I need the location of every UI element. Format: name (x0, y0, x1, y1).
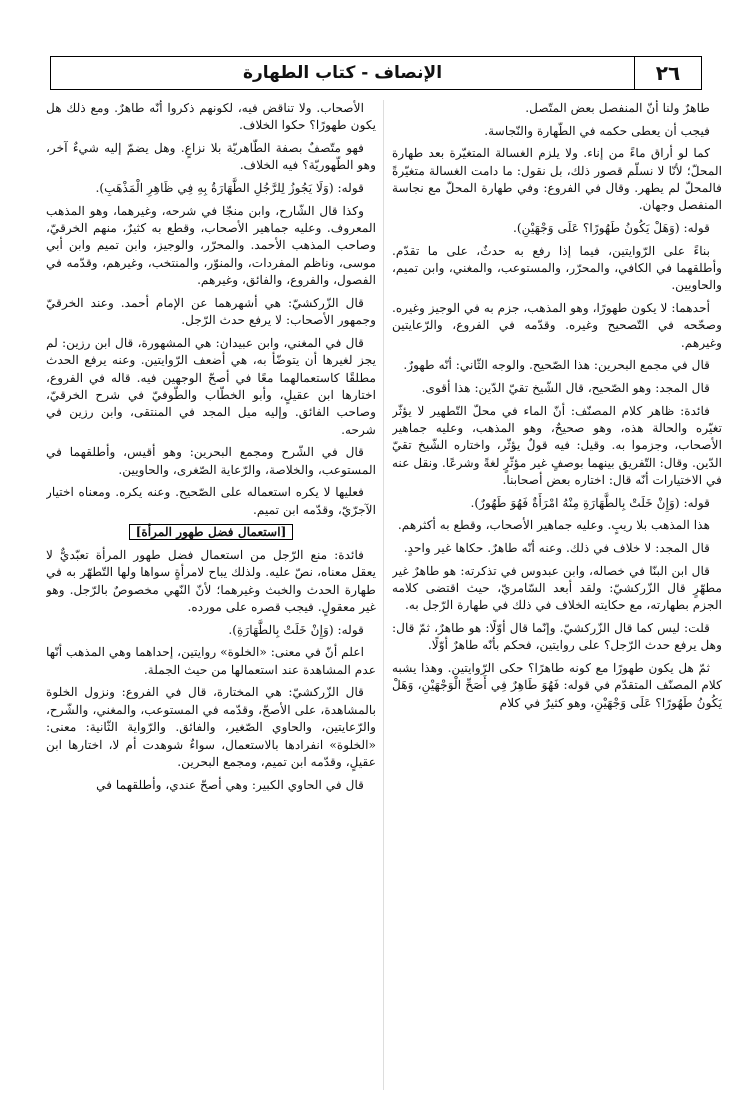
paragraph: اعلم أنّ في معنى: «الخلوة» روايتين، إحداهما وهي المذهب أنّها عدم المشاهدة عند استعمالها من حيث الجملة. (46, 645, 376, 677)
paragraph: قال في المغني، وابن عبيدان: هي المشهورة، قال ابن رزين: لم يجز لغيرها أن يتوضّأ به، هي أضعف الرّوايتين. وعنه يرفع الحدث مطلقًا كاستعمالهما معًا في أصحّ الوجهين فيه. قاله في الفروع، اختارها ابن عقيلٍ، وأبو الخطّاب والطّوفيّ في شرح الخرقيّ، وصاحب الفائق. وإليه ميل المجد في المنتقى، وابن رزين في شرحه. (46, 335, 376, 437)
paragraph: قال الزّركشيّ: هي أشهرهما عن الإمام أحمد. وعند الخرقيّ وجمهور الأصحاب: لا يرفع حدث الرّجل. (46, 295, 376, 328)
paragraph: قال في الحاوي الكبير: وهي أصحّ عندي، وأطلقهما في (96, 777, 364, 792)
paragraph: قلت: ليس كما قال الزّركشيّ. وإنّما قال أوّلًا: هو طاهرٌ، ثمّ قال: وهل يرفع حدث الرّجل؟ على روايتين، فحكم بأنّه طاهرٌ أوّلًا. (392, 621, 722, 653)
right-column (392, 100, 722, 1095)
paragraph: أحدهما: لا يكون طهورًا، وهو المذهب، جزم به في الوجيز وغيره. وصحّحه في التّصحيح وغيره. وقدّمه في الفروع، والرّعايتين وغيرهم. (392, 301, 722, 350)
paragraph: فهو متّصفٌ بصفة الطّاهريّة بلا نزاعٍ. وهل يضمّ إليه شيءٌ آخر، وهو الطّهوريّة؟ فيه الخلاف. (46, 141, 376, 173)
paragraph: قال المجد: وهو الصّحيح، قال الشّيخ تقيّ الدّين: هذا أقوى. (421, 381, 710, 395)
section-heading (46, 524, 376, 541)
paragraph: ثمّ هل يكون طهورًا مع كونه طاهرًا؟ حكى الرّوايتين. وهذا يشبه كلام المصنّف المتقدّم في قوله: فَهُوَ طَاهِرٌ فِي أَصَحِّ الْوَجْهَيْنِ، وَهَلْ يَكُونُ طَهُورًا؟ عَلَى وَجْهَيْنِ، وهو كثيرٌ في كلام (392, 661, 722, 710)
paragraph: قال المجد: لا خلاف في ذلك. وعنه أنّه طاهرٌ. حكاها غير واحدٍ. (403, 541, 710, 555)
quoted-text: قوله: (وَإِنْ خَلَتْ بِالطَّهَارَةِ مِنْهُ امْرَأَةٌ فَهُوَ طَهُورٌ). (470, 495, 710, 510)
page-header (50, 56, 702, 90)
quoted-text: قوله: (وَإِنْ خَلَتْ بِالطَّهَارَةِ). (228, 622, 364, 637)
paragraph: فائدة: ظاهر كلام المصنّف: أنّ الماء في محلّ التّطهير لا يؤثّر تغيّره والحالة هذه، وهو صحيحٌ، وهو المذهب، وعليه جماهير الأصحاب، وجزموا به. وقيل: فيه قولٌ يؤثّر، واختاره الشّيخ تقيّ الدّين. وقال: التّفريق بينهما بوصفٍ غير مؤثّرٍ لغةً وشرعًا. ونقل عنه في الاختيارات أنّه قال: اختاره بعض أصحابنا. (392, 403, 722, 488)
paragraph: وكذا قال الشّارح، وابن منجّا في شرحه، وغيرهما، وهو المذهب المعروف. وعليه جماهير الأصحاب، وقطع به كثيرٌ، منهم الخرقيّ، وصاحب المذهب الأحمد. والمحرّر، والوجيز، وابن تميم وابن أبي موسى، وناظم المفردات، والمنوّر، والمنتخب، وغيرهم، وقدّمه في الفصول، والفروع، والفائق، وغيرهم. (46, 203, 376, 288)
paragraph: طاهرٌ ولنا أنّ المنفصل بعض المتّصل. (525, 101, 710, 115)
paragraph: قال الزّركشيّ: هي المختارة، قال في الفروع: ونزول الخلوة بالمشاهدة، على الأصحّ، وقدّمه في المستوعب، والمغني، والشّرح، والرّعايتين، والحاوي الصّغير، والفائق. والرّواية الثّانية: معنى: «الخلوة» انفرادها بالاستعمال، سواءٌ شوهدت أم لا، اختارها ابن عقيلٍ، وقدّمه ابن تميم، ومجمع البحرين. (46, 685, 376, 770)
paragraph: كما لو أراق ماءً من إناء. ولا يلزم الغسالة المتغيّرة بعد طهارة المحلّ؛ لأنّا لا نسلّم قصور ذلك، بل نقول: ما دامت الغسالة متغيّرةً فالمحلّ لم يطهر. وقال في الفروع: وفي طهارة المحلّ مع نجاسة المنفصل وجهان. (392, 146, 722, 213)
paragraph: بناءً على الرّوايتين، فيما إذا رفع به حدثٌ، على ما تقدّم. وأطلقهما في الكافي، والمحرّر، والمستوعب، والمغني، وابن تميم، والحاويين. (392, 243, 722, 293)
paragraph: فعليها لا يكره استعماله على الصّحيح. وعنه يكره. ومعناه اختيار الآجرّيّ، وقدّمه ابن تميم. (46, 485, 376, 517)
paragraph: فيجب أن يعطى حكمه في الطّهارة والنّجاسة. (484, 123, 710, 138)
paragraph: فائدة: منع الرّجل من استعمال فضل طهور المرأة تعبّديٌّ لا يعقل معناه، نصّ عليه. ولذلك يباح لامرأةٍ سواها ولها التّطهّر به في طهارة الحدث والخبث وغيرهما؛ لأنّ النّهي مخصوصٌ بالرّجل. وهو غير معقولٍ. فيجب قصره على مورده. (46, 548, 376, 615)
page-number: ٢٦ (634, 57, 701, 89)
section-heading-text: [استعمال فضل طهور المرأة] (129, 524, 294, 540)
paragraph: قال في الشّرح ومجمع البحرين: وهو أقيس، وأطلقهما في المستوعب، والخلاصة، والرّعاية الصّغرى، والحاويين. (46, 445, 376, 477)
paragraph: هذا المذهب بلا ريبٍ. وعليه جماهير الأصحاب، وقطع به أكثرهم. (397, 518, 710, 533)
left-column (46, 100, 376, 1095)
quoted-text: قوله: (وَهَلْ يَكُونُ طَهُورًا؟ عَلَى وَجْهَيْنِ). (513, 221, 710, 235)
paragraph: قال ابن البنّا في خصاله، وابن عبدوس في تذكرته: هو طاهرٌ غير مطهّرٍ قال الزّركشيّ: ولقد أبعد السّامريّ، حيث اقتضى كلامه الجزم بطهارته، مع حكايته الخلاف في ذلك في طهارة الرّجل به. (392, 563, 722, 613)
paragraph: الأصحاب. ولا تناقض فيه، لكونهم ذكروا أنّه طاهرٌ. ومع ذلك هل يكون طهورًا؟ حكوا الخلاف. (46, 101, 376, 133)
paragraph: قال في مجمع البحرين: هذا الصّحيح. والوجه الثّاني: أنّه طهورٌ. (403, 358, 710, 373)
quoted-text: قوله: (وَلَا يَجُوزُ لِلرَّجُلِ الطَّهَارَةُ بِهِ فِي ظَاهِرِ الْمَذْهَبِ). (95, 181, 364, 195)
running-title: الإنصاف - كتاب الطهارة (242, 63, 443, 83)
column-divider (383, 100, 384, 1090)
